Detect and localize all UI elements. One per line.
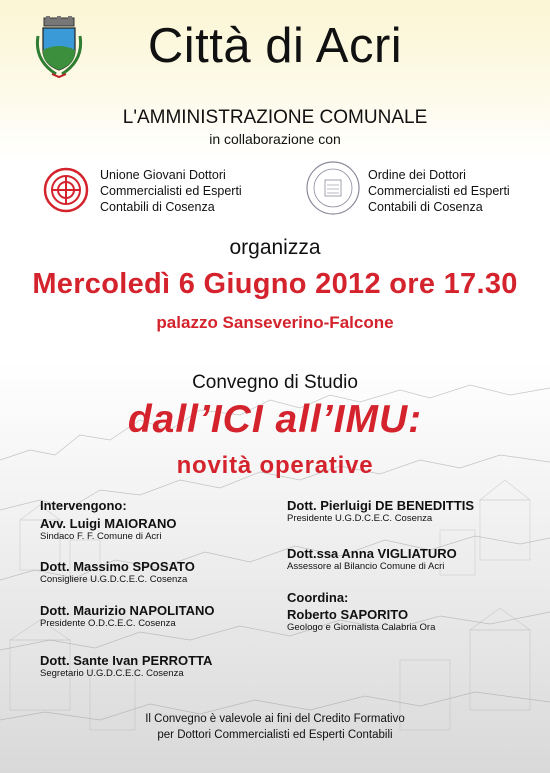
organizza-text: organizza [229, 236, 321, 259]
collaboration-text: in collaborazione con [209, 131, 341, 147]
partner-ugdcec [100, 167, 270, 215]
footer-note [0, 711, 550, 743]
speaker-name: Dott. Massimo SPOSATO [40, 559, 195, 574]
coordinator-label: Coordina: [287, 590, 349, 605]
event-place: palazzo Sanseverino-Falcone [156, 313, 394, 332]
event-date: Mercoledì 6 Giugno 2012 ore 17.30 [32, 268, 518, 300]
event-title: dall’ICI all’IMU: [127, 398, 423, 441]
speaker-role: Consigliere U.G.D.C.E.C. Cosenza [40, 574, 188, 585]
speaker-entry [40, 653, 212, 679]
partner-line: Unione Giovani Dottori [100, 168, 226, 182]
speaker-entry [287, 546, 457, 572]
ugdcec-logo-icon [42, 166, 90, 214]
partner-line: Ordine dei Dottori [368, 168, 466, 182]
event-type: Convegno di Studio [192, 372, 358, 393]
footer-line: per Dottori Commercialisti ed Esperti Contabili [157, 729, 393, 741]
speaker-entry [287, 498, 474, 524]
speaker-name: Dott. Maurizio NAPOLITANO [40, 603, 215, 618]
partner-line: Commercialisti ed Esperti [368, 184, 510, 198]
footer-line: Il Convegno è valevole ai fini del Credito Formativo [145, 713, 405, 725]
partner-odcec [368, 167, 543, 215]
speakers-label: Intervengono: [40, 498, 127, 513]
speaker-role: Presidente O.D.C.E.C. Cosenza [40, 618, 176, 629]
speaker-entry [40, 516, 177, 542]
speaker-name: Dott.ssa Anna VIGLIATURO [287, 546, 457, 561]
speaker-name: Roberto SAPORITO [287, 607, 409, 622]
speaker-entry [40, 603, 215, 629]
coordinator-entry [287, 607, 435, 633]
partner-line: Contabili di Cosenza [100, 200, 215, 214]
speaker-role: Sindaco F. F. Comune di Acri [40, 531, 162, 542]
speaker-entry [40, 559, 195, 585]
administration-heading: L'AMMINISTRAZIONE COMUNALE [122, 107, 428, 128]
page-title: Città di Acri [147, 19, 403, 73]
speaker-name: Avv. Luigi MAIORANO [40, 516, 177, 531]
event-subtitle: novità operative [176, 452, 374, 479]
speaker-role: Geologo e Giornalista Calabria Ora [287, 622, 436, 633]
speaker-name: Dott. Pierluigi DE BENEDITTIS [287, 498, 475, 513]
odcec-seal-icon [305, 160, 361, 216]
partner-line: Commercialisti ed Esperti [100, 184, 242, 198]
speaker-role: Segretario U.G.D.C.E.C. Cosenza [40, 668, 184, 679]
speaker-role: Assessore al Bilancio Comune di Acri [287, 561, 445, 572]
speaker-name: Dott. Sante Ivan PERROTTA [40, 653, 213, 668]
speaker-role: Presidente U.G.D.C.E.C. Cosenza [287, 513, 433, 524]
partner-line: Contabili di Cosenza [368, 200, 483, 214]
